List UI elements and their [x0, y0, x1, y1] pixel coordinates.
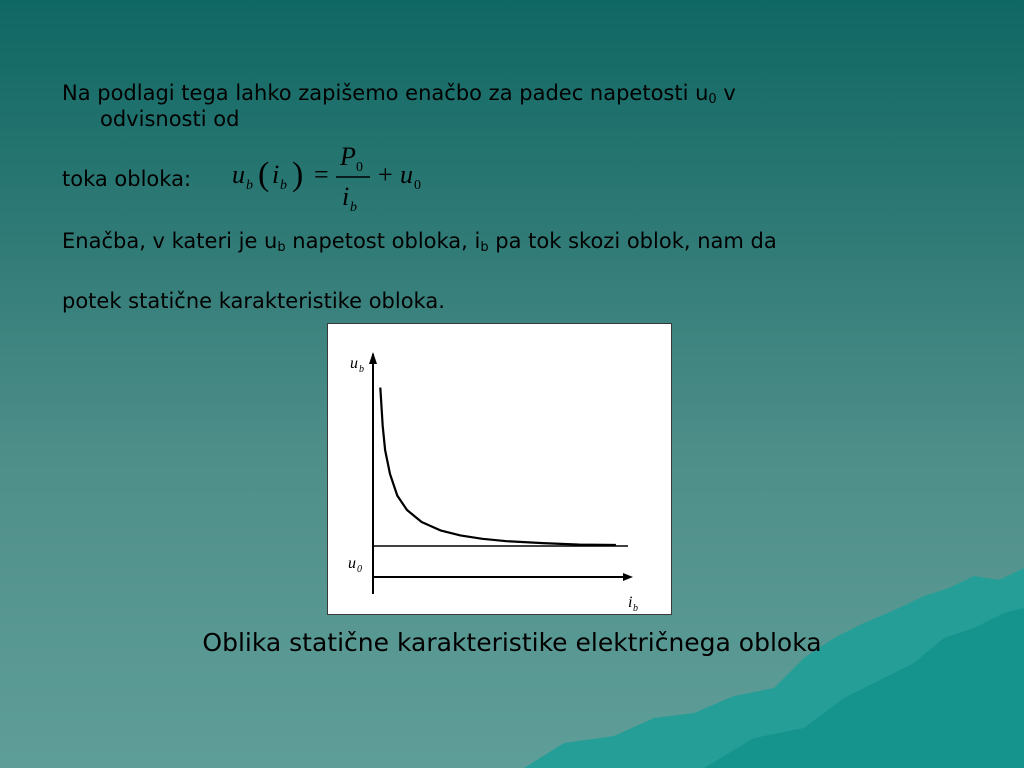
paragraph1-subscript: 0 — [708, 92, 717, 107]
formula-close-paren: ) — [292, 156, 304, 193]
paragraph3-text3: pa tok skozi oblok, nam da — [488, 229, 777, 253]
paragraph-voltage-drop — [62, 80, 942, 132]
paragraph3-text1: Enačba, v kateri je u — [62, 229, 278, 253]
formula-plus: + — [378, 160, 393, 189]
formula-lhs-var: u — [232, 160, 245, 189]
paragraph3-sub2: b — [480, 240, 489, 255]
chart-caption: Oblika statične karakteristike električnega obloka — [202, 628, 822, 657]
formula-equals: = — [314, 160, 329, 189]
paragraph3-sub1: b — [277, 240, 286, 255]
formula-rhs-var: u — [400, 160, 413, 189]
asymptote-label-sub: 0 — [357, 564, 362, 575]
paragraph-static-characteristic: potek statične karakteristike obloka. — [62, 289, 445, 313]
xlabel-sub: b — [633, 603, 638, 614]
xlabel: i — [628, 594, 633, 611]
formula-rhs-sub: 0 — [414, 178, 421, 193]
formula-num-var: P — [340, 142, 356, 171]
paragraph-equation-explanation — [62, 228, 777, 254]
chart-svg — [328, 324, 671, 614]
ylabel: u — [350, 355, 358, 372]
formula-open-paren: ( — [258, 156, 270, 193]
asymptote-label: u — [348, 555, 356, 572]
y-axis-arrow-icon — [369, 352, 377, 364]
series-line-0 — [380, 388, 616, 545]
paragraph1-line2: odvisnosti od — [100, 107, 240, 131]
formula — [228, 135, 438, 220]
paragraph1-text: Na podlagi tega lahko zapišemo enačbo za padec napetosti u — [62, 81, 709, 105]
formula-arg-sub: b — [280, 178, 287, 193]
chart-static-characteristic — [327, 323, 672, 615]
formula-den-var: i — [342, 182, 350, 211]
formula-arg-var: i — [272, 160, 280, 189]
paragraph1-end: v — [716, 81, 736, 105]
formula-den-sub: b — [350, 200, 357, 215]
formula-num-sub: 0 — [356, 160, 363, 175]
paragraph-arc-current: toka obloka: — [62, 167, 192, 191]
ylabel-sub: b — [359, 364, 364, 375]
formula-lhs-sub: b — [246, 178, 253, 193]
x-axis-arrow-icon — [623, 573, 633, 581]
paragraph3-text2: napetost obloka, i — [285, 229, 481, 253]
